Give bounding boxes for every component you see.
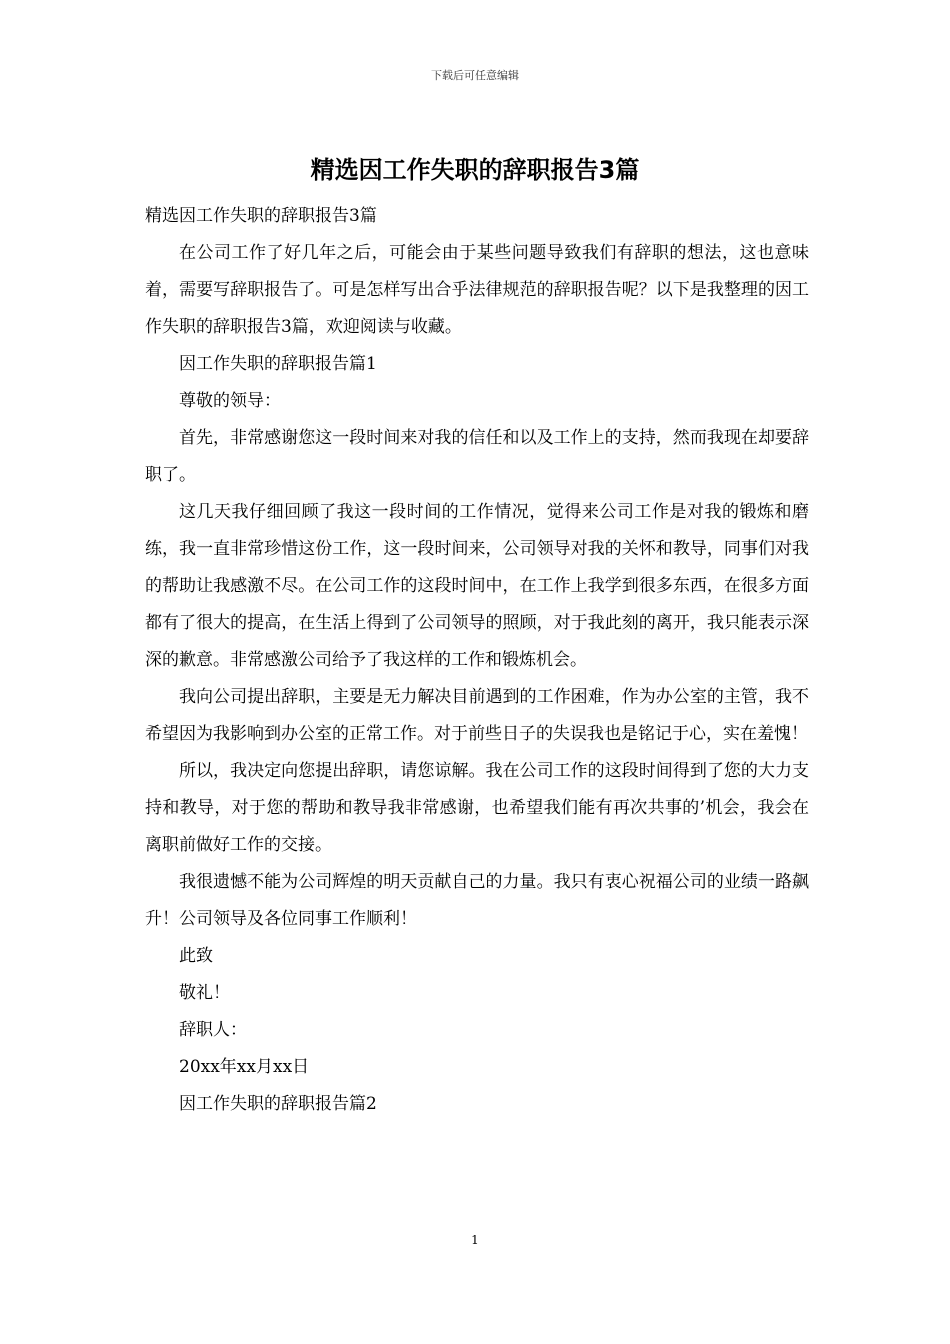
intro-paragraph: 在公司工作了好几年之后，可能会由于某些问题导致我们有辞职的想法，这也意味着，需要写辞职报告了。可是怎样写出合乎法律规范的辞职报告呢？以下是我整理的因工作失职的辞职报告3篇，欢迎阅读与收藏。 bbox=[145, 243, 809, 337]
header-note: 下载后可任意编辑 bbox=[431, 69, 519, 82]
body-paragraph: 所以，我决定向您提出辞职，请您谅解。我在公司工作的这段时间得到了您的大力支持和教导，对于您的帮助和教导我非常感谢，也希望我们能有再次共事的’机会，我会在离职前做好工作的交接。 bbox=[145, 761, 809, 855]
body-paragraph: 我很遗憾不能为公司辉煌的明天贡献自己的力量。我只有衷心祝福公司的业绩一路飙升！公司领导及各位同事工作顺利！ bbox=[145, 872, 809, 929]
date-line: 20xx年xx月xx日 bbox=[179, 1057, 310, 1077]
body-paragraph: 我向公司提出辞职，主要是无力解决目前遇到的工作困难，作为办公室的主管，我不希望因为我影响到办公室的正常工作。对于前些日子的失误我也是铭记于心，实在羞愧！ bbox=[145, 687, 809, 744]
signature-label: 辞职人： bbox=[179, 1020, 247, 1040]
body-paragraph: 首先，非常感谢您这一段时间来对我的信任和以及工作上的支持，然而我现在却要辞职了。 bbox=[145, 428, 809, 485]
section-heading-1: 因工作失职的辞职报告篇1 bbox=[179, 354, 377, 374]
section-heading-2: 因工作失职的辞职报告篇2 bbox=[179, 1094, 377, 1114]
closing-line: 此致 bbox=[179, 946, 213, 966]
document-body bbox=[145, 198, 809, 1123]
salutation: 尊敬的领导： bbox=[179, 391, 281, 411]
body-paragraph: 这几天我仔细回顾了我这一段时间的工作情况，觉得来公司工作是对我的锻炼和磨练，我一直非常珍惜这份工作，这一段时间来，公司领导对我的关怀和教导，同事们对我的帮助让我感激不尽。在公司工作的这段时间中，在工作上我学到很多东西，在很多方面都有了很大的提高，在生活上得到了公司领导的照顾，对于我此刻的离开，我只能表示深深的歉意。非常感激公司给予了我这样的工作和锻炼机会。 bbox=[145, 502, 809, 670]
closing-regards: 敬礼！ bbox=[179, 983, 230, 1003]
subtitle-line: 精选因工作失职的辞职报告3篇 bbox=[145, 206, 377, 226]
page-number: 1 bbox=[471, 1233, 479, 1247]
document-title: 精选因工作失职的辞职报告3篇 bbox=[310, 156, 640, 184]
